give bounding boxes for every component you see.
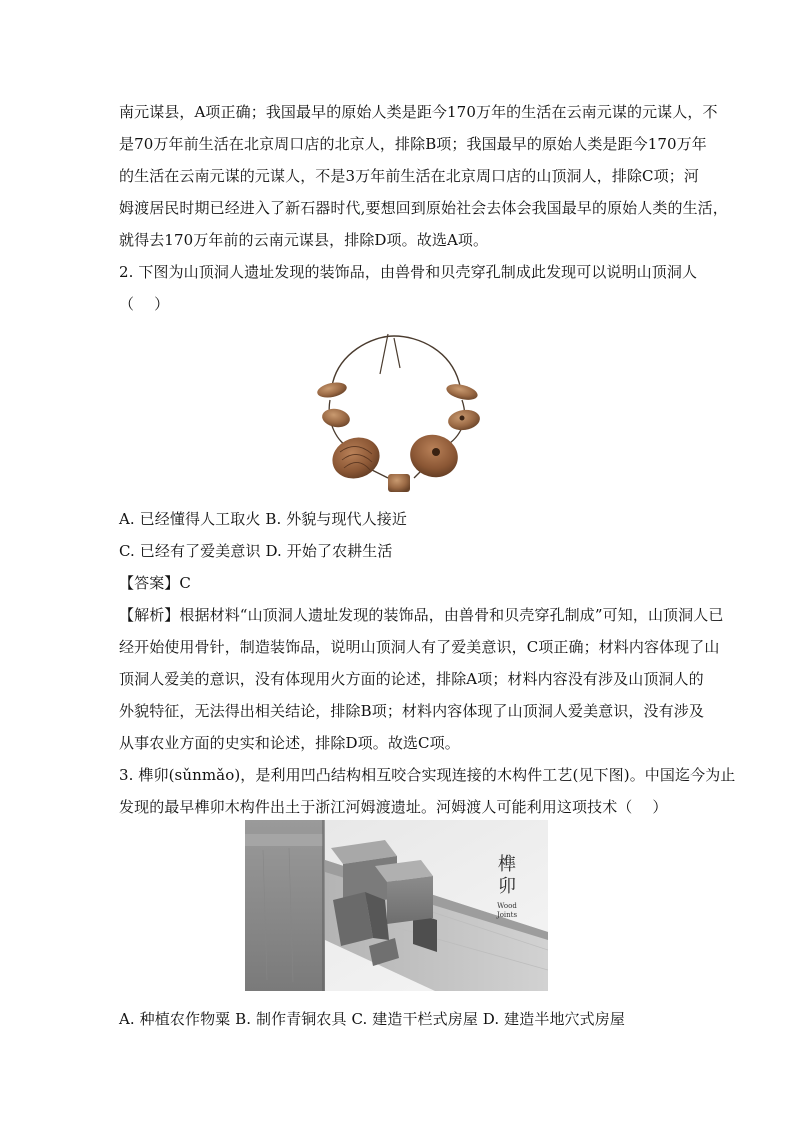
q2-options-line-2: C. 已经有了爱美意识 D. 开始了农耕生活 [119,542,393,560]
joint-english-line-1: Wood [497,902,517,910]
q2-stem-line-2: （ ） [119,295,170,313]
q2-options-line-1: A. 已经懂得人工取火 B. 外貌与现代人接近 [119,510,407,528]
joint-chinese-char-1: 榫 [498,854,516,875]
q2-analysis-line-4: 外貌特征，无法得出相关结论，排除B项；材料内容体现了山顶洞人爱美意识，没有涉及 [119,702,704,720]
joint-english-line-2: Joints [496,911,518,919]
necklace-illustration [302,328,490,500]
q1-explanation-line-1: 南元谋县，A项正确；我国最早的原始人类是距今170万年的生活在云南元谋的元谋人，不 [119,103,718,121]
q2-answer: 【答案】C [119,574,191,592]
q1-explanation-line-3: 的生活在云南元谋的元谋人，不是3万年前生活在北京周口店的山顶洞人，排除C项；河 [119,167,699,185]
q1-explanation-line-5: 就得去170万年前的云南元谋县，排除D项。故选A项。 [119,231,489,249]
necklace-image [302,328,490,500]
q1-explanation-line-4: 姆渡居民时期已经进入了新石器时代,要想回到原始社会去体会我国最早的原始人类的生活， [119,199,728,217]
q2-analysis-line-3: 顶洞人爱美的意识，没有体现用火方面的论述，排除A项；材料内容没有涉及山顶洞人的 [119,670,704,688]
q3-stem-line-1: 3. 榫卯(sǔnmǎo)，是利用凹凸结构相互咬合实现连接的木构件工艺(见下图)。中国迄今为止 [119,766,736,784]
mortise-tenon-image [245,820,548,991]
q1-explanation-line-2: 是70万年前生活在北京周口店的北京人，排除B项；我国最早的原始人类是距今170万年 [119,135,707,153]
wood-joint-illustration [245,820,548,991]
q2-analysis-line-1: 【解析】根据材料“山顶洞人遗址发现的装饰品，由兽骨和贝壳穿孔制成”可知，山顶洞人已 [119,606,724,624]
q2-analysis-line-5: 从事农业方面的史实和论述，排除D项。故选C项。 [119,734,460,752]
q3-stem-line-2: 发现的最早榫卯木构件出土于浙江河姆渡遗址。河姆渡人可能利用这项技术（ ） [119,798,668,816]
q2-stem-line-1: 2. 下图为山顶洞人遗址发现的装饰品，由兽骨和贝壳穿孔制成此发现可以说明山顶洞人 [119,263,698,281]
q3-options-line: A. 种植农作物粟 B. 制作青铜农具 C. 建造干栏式房屋 D. 建造半地穴式房屋 [119,1010,625,1028]
q2-analysis-line-2: 经开始使用骨针，制造装饰品，说明山顶洞人有了爱美意识，C项正确；材料内容体现了山 [119,638,720,656]
joint-chinese-char-2: 卯 [498,876,516,897]
